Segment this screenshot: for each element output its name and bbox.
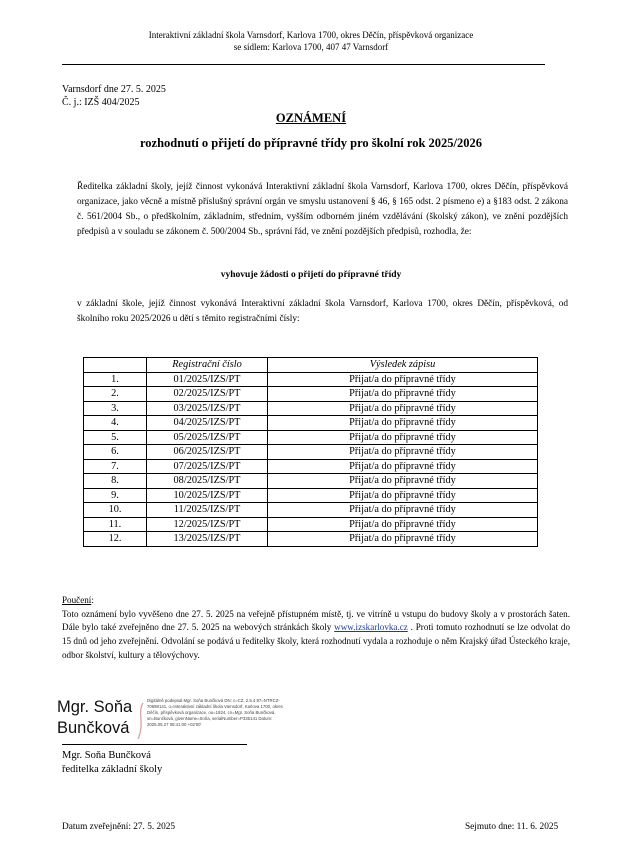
row-registration: 07/2025/IZS/PT [147, 459, 268, 474]
notice-text-b: . Proti tomuto rozhodnutí se lze odvolat do 15 dnů od jeho zveřejnění. Odvolání se podává u ředitelky školy, která rozhodnutí vydala a rozhoduje o něm Krajský úřad Ústeckého kraje, odbor školství, kultury a tělovýchovy. [62, 622, 571, 660]
row-result: Přijat/a do přípravné třídy [268, 532, 538, 547]
signature-accent-mark [135, 701, 147, 741]
removed-date: Sejmuto dne: 11. 6. 2025 [465, 822, 559, 832]
decision-paragraph: Ředitelka základní školy, jejíž činnost vykonává Interaktivní základní škola Varnsdorf, Karlova 1700, okres Děčín, příspěvková organizace, jako věcně a místně příslušný správní orgán ve smyslu ustanovení § 46, § 165 odst. 2 písmeno e) a §183 odst. 2 zákona č. 561/2004 Sb., o předškolním, základním, středním, vyšším odborném jiném vzdělávání (školský zákon), ve znění pozdějších předpisů a v souladu se zákonem č. 500/2004 Sb., správní řád, ve znění pozdějších předpisů, rozhodla, že: [77, 182, 568, 237]
decision-statement: vyhovuje žádosti o přijetí do přípravné třídy [220, 270, 402, 280]
school-website-link[interactable]: www.izskarlovka.cz [334, 622, 408, 633]
row-index: 8. [84, 474, 147, 489]
row-index: 11. [84, 517, 147, 532]
row-index: 3. [84, 401, 147, 416]
table-row [84, 459, 538, 474]
school-header-line2: se sídlem: Karlova 1700, 407 47 Varnsdorf [233, 42, 389, 52]
table-header-registration: Registrační číslo [147, 358, 268, 373]
row-registration: 03/2025/IZS/PT [147, 401, 268, 416]
row-index: 10. [84, 503, 147, 518]
notice-section: Poučení: Toto oznámení bylo vyvěšeno dne 27. 5. 2025 na veřejně přístupném místě, tj. ve vitríně u vstupu do budovy školy a v prostorách šaten. Dále bylo také zveřejněno dne 27. 5. 2025 na webových stránkách školy www.izskarlovka.cz . Proti tomuto rozhodnutí se lze odvolat do 15 dnů od jeho zveřejnění. Odvolání se podává u ředitelky školy, která rozhodnutí vydala a rozhoduje o něm Krajský úřad Ústeckého kraje, odbor školství, kultury a tělovýchovy. [62, 594, 570, 663]
table-row [84, 401, 538, 416]
table-row [84, 488, 538, 503]
signer-block [62, 749, 162, 777]
row-index: 9. [84, 488, 147, 503]
row-registration: 06/2025/IZS/PT [147, 445, 268, 460]
row-index: 2. [84, 387, 147, 402]
row-index: 4. [84, 416, 147, 431]
signature-name-line2: Bunčková [57, 719, 130, 737]
table-row [84, 532, 538, 547]
published-date: Datum zveřejnění: 27. 5. 2025 [62, 822, 176, 832]
row-registration: 13/2025/IZS/PT [147, 532, 268, 547]
notice-text [62, 608, 570, 663]
signature-line [62, 744, 247, 745]
row-result: Přijat/a do přípravné třídy [268, 387, 538, 402]
header-divider [62, 64, 545, 65]
table-row [84, 387, 538, 402]
row-registration: 12/2025/IZS/PT [147, 517, 268, 532]
row-result: Přijat/a do přípravné třídy [268, 445, 538, 460]
signer-role: ředitelka základní školy [62, 764, 163, 775]
notice-text-a: Toto oznámení bylo vyvěšeno dne 27. 5. 2025 na veřejně přístupném místě, tj. ve vitríně u vstupu do budovy školy a v prostorách šaten. Dále bylo také zveřejněno dne 27. 5. 2025 na webových stránkách školy [62, 608, 570, 633]
table-row [84, 430, 538, 445]
row-result: Přijat/a do přípravné třídy [268, 517, 538, 532]
row-registration: 04/2025/IZS/PT [147, 416, 268, 431]
signature-name-line1: Mgr. Soňa [57, 698, 133, 716]
registration-table [83, 357, 538, 547]
row-result: Přijat/a do přípravné třídy [268, 430, 538, 445]
row-registration: 05/2025/IZS/PT [147, 430, 268, 445]
document-meta [62, 83, 166, 109]
row-result: Přijat/a do přípravné třídy [268, 474, 538, 489]
row-index: 6. [84, 445, 147, 460]
table-row [84, 503, 538, 518]
signature-details: Digitálně podepsal Mgr. Soňa Bunčková DN: c=CZ, 2.5.4.97=NTRCZ-70698141, o=Interaktivní základní škola Varnsdorf, Karlova 1700, okres Děčín, příspěvková organizace, ou=1924, cn=Mgr. Soňa Bunčková, sn=Bunčková, givenName=Soňa, serialNumber=P335141 Datum: 2025.05.27 08:41:00 +02'00' [147, 698, 283, 727]
table-row [84, 416, 538, 431]
row-index: 5. [84, 430, 147, 445]
school-header-line1: Interaktivní základní škola Varnsdorf, Karlova 1700, okres Děčín, příspěvková organizace [148, 30, 474, 40]
row-result: Přijat/a do přípravné třídy [268, 401, 538, 416]
table-row [84, 474, 538, 489]
notice-label: Poučení [62, 595, 92, 605]
document-title: OZNÁMENÍ [275, 111, 347, 125]
digital-signature [57, 697, 283, 743]
table-header-index [84, 358, 147, 373]
table-row [84, 372, 538, 387]
table-row [84, 445, 538, 460]
row-index: 7. [84, 459, 147, 474]
reference-number: Č. j.: IZŠ 404/2025 [62, 97, 140, 108]
row-registration: 11/2025/IZS/PT [147, 503, 268, 518]
row-result: Přijat/a do přípravné třídy [268, 372, 538, 387]
table-header-row [84, 358, 538, 373]
row-index: 12. [84, 532, 147, 547]
row-index: 1. [84, 372, 147, 387]
scope-paragraph: v základní škole, jejíž činnost vykonává Interaktivní základní škola Varnsdorf, Karlova 1700, okres Děčín, příspěvková, od školního roku 2025/2026 u dětí s těmito registračními čísly: [77, 299, 568, 324]
table-header-result: Výsledek zápisu [268, 358, 538, 373]
row-registration: 02/2025/IZS/PT [147, 387, 268, 402]
place-date: Varnsdorf dne 27. 5. 2025 [62, 84, 166, 95]
row-result: Přijat/a do přípravné třídy [268, 503, 538, 518]
document-subtitle: rozhodnutí o přijetí do přípravné třídy pro školní rok 2025/2026 [139, 136, 483, 150]
row-result: Přijat/a do přípravné třídy [268, 488, 538, 503]
row-result: Přijat/a do přípravné třídy [268, 459, 538, 474]
signer-name: Mgr. Soňa Bunčková [62, 750, 151, 761]
table-row [84, 517, 538, 532]
row-result: Přijat/a do přípravné třídy [268, 416, 538, 431]
row-registration: 10/2025/IZS/PT [147, 488, 268, 503]
row-registration: 01/2025/IZS/PT [147, 372, 268, 387]
row-registration: 08/2025/IZS/PT [147, 474, 268, 489]
